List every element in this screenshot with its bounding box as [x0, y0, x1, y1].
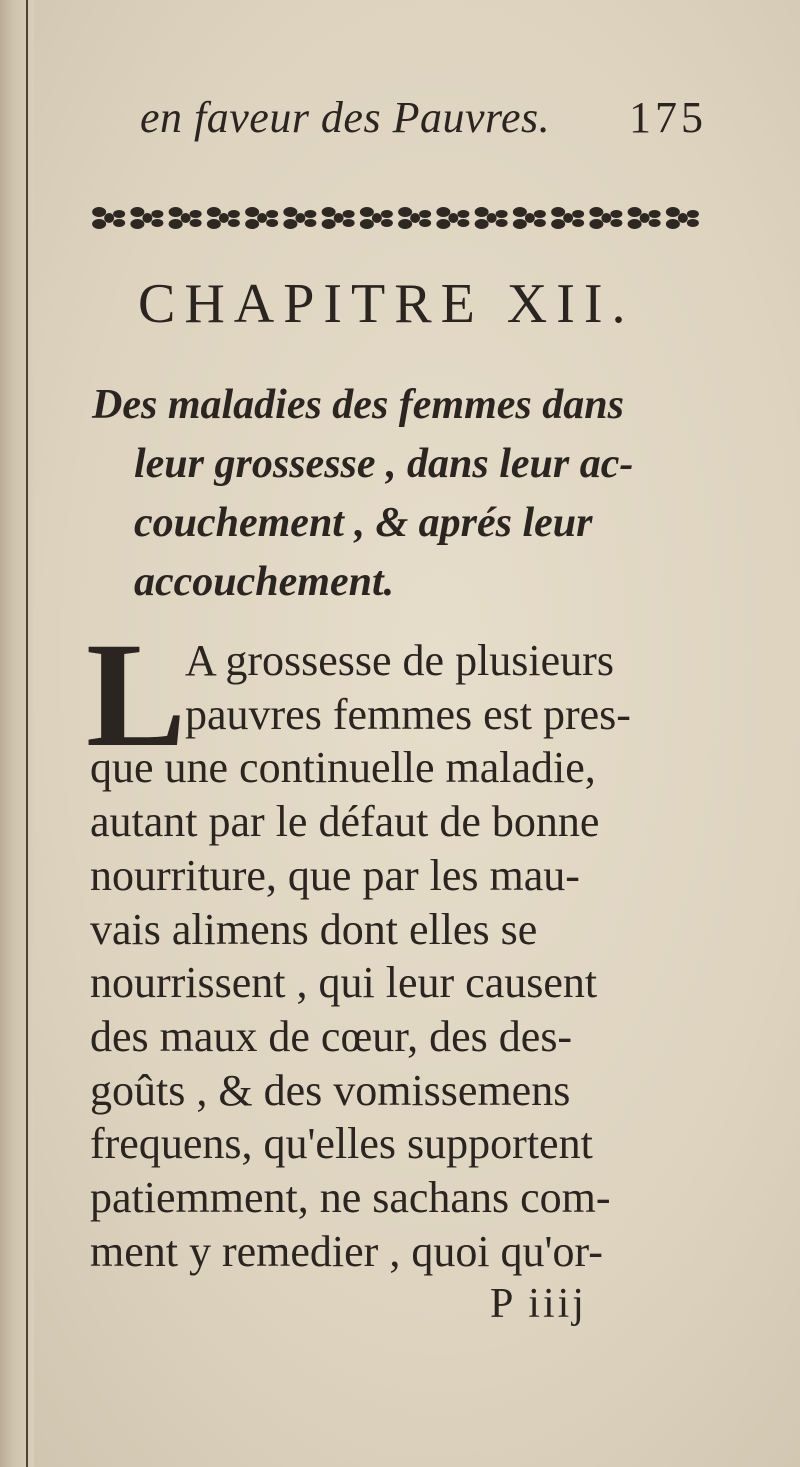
fleuron-icon — [475, 207, 508, 229]
fleuron-icon — [436, 207, 469, 229]
text-line: nourrissent , qui leur causent — [90, 958, 598, 1008]
fleuron-icon — [322, 207, 355, 229]
page-gutter — [0, 0, 34, 1467]
fleuron-icon — [666, 207, 699, 229]
fleuron-icon — [551, 207, 584, 229]
text-line: que une continuelle maladie, — [90, 743, 596, 793]
signature-mark: P iiij — [490, 1281, 587, 1327]
fleuron-icon — [360, 207, 393, 229]
chapter-subtitle — [92, 376, 712, 612]
body-paragraph — [90, 634, 730, 1278]
fleuron-icon — [513, 207, 546, 229]
fleuron-icon — [92, 207, 125, 229]
fleuron-icon — [245, 207, 278, 229]
text-line: vais alimens dont elles se — [90, 904, 538, 954]
subtitle-line: couchement , & aprés leur — [134, 500, 593, 546]
text-line: A grossesse de plusieurs — [185, 636, 614, 685]
fleuron-icon — [628, 207, 661, 229]
text-line: des maux de cœur, des des- — [90, 1011, 573, 1061]
drop-capital: L — [86, 612, 187, 778]
fleuron-icon — [130, 207, 163, 229]
subtitle-line: Des maladies des femmes dans — [92, 382, 624, 428]
fleuron-icon — [589, 207, 622, 229]
text-line: nourriture, que par les mau- — [90, 850, 580, 900]
fleuron-icon — [207, 207, 240, 229]
chapter-title: CHAPITRE XII. — [138, 273, 635, 335]
page-number: 175 — [629, 93, 707, 142]
fleuron-icon — [283, 207, 316, 229]
text-line: goûts , & des vomissemens — [90, 1065, 571, 1115]
fleuron-icon — [169, 207, 202, 229]
text-line: ment y remedier , quoi qu'or- — [90, 1226, 603, 1276]
text-line: patiemment, ne sachans com- — [90, 1173, 611, 1223]
page-header — [140, 92, 715, 148]
text-line: frequens, qu'elles supportent — [90, 1119, 593, 1169]
fleuron-band-icon — [88, 192, 700, 244]
text-line: autant par le défaut de bonne — [90, 797, 600, 847]
subtitle-line: accouchement. — [134, 559, 395, 605]
subtitle-line: leur grossesse , dans leur ac- — [134, 441, 634, 487]
fleuron-icon — [398, 207, 431, 229]
text-line: pauvres femmes est pres- — [185, 689, 631, 739]
running-head: en faveur des Pauvres. — [140, 93, 551, 142]
binding-edge — [26, 0, 28, 1467]
